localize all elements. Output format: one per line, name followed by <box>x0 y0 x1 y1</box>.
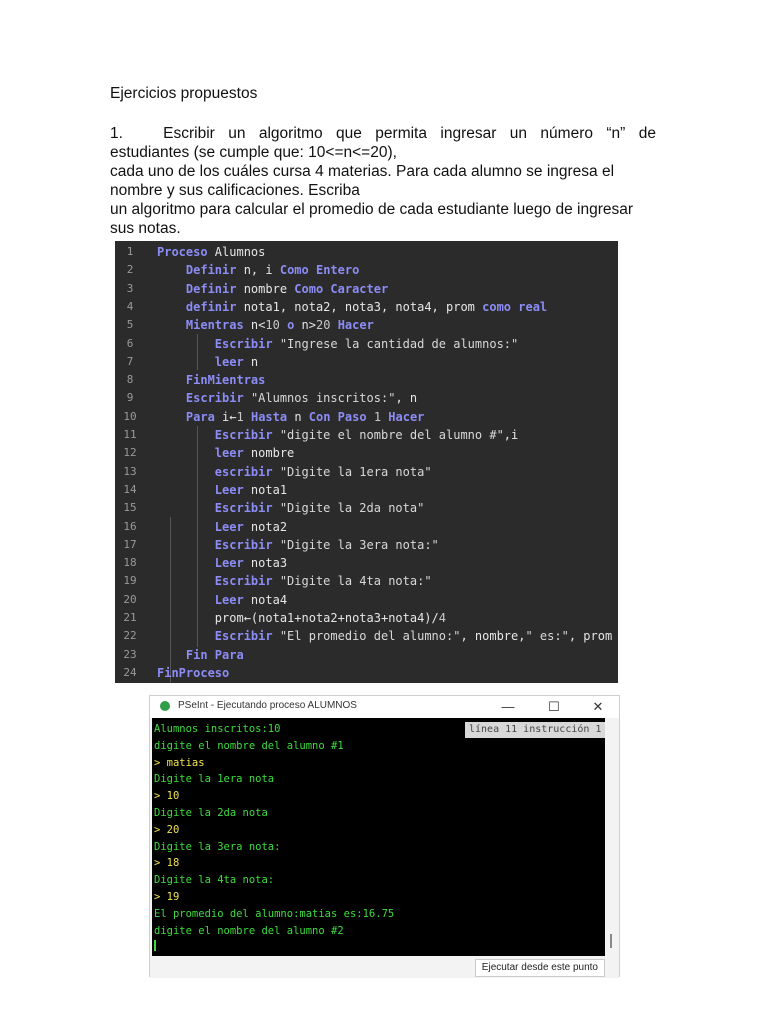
code-token <box>273 629 280 643</box>
line-number: 11 <box>123 428 137 441</box>
code-string: "Digite la 1era nota" <box>279 464 432 479</box>
code-token <box>157 373 186 387</box>
code-token: n> <box>294 318 316 333</box>
code-token: nombre <box>243 446 295 461</box>
code-token <box>157 574 215 588</box>
console-output-line: Digite la 1era nota <box>154 773 275 786</box>
console-output-line: digite el nombre del alumno #2 <box>154 924 344 937</box>
code-token <box>157 648 186 662</box>
code-keyword: Hacer <box>337 318 374 333</box>
line-number: 3 <box>126 281 134 295</box>
code-token <box>157 465 215 479</box>
code-keyword: o <box>287 318 295 333</box>
console-output[interactable] <box>152 718 605 956</box>
code-token: nombre <box>236 281 295 296</box>
code-string: "digite el nombre del alumno #" <box>279 428 504 442</box>
code-token <box>273 501 280 515</box>
code-keyword: Leer <box>214 592 244 607</box>
code-token: Alumnos <box>207 245 266 259</box>
code-keyword: Para <box>185 409 215 424</box>
code-keyword: leer <box>214 446 244 461</box>
code-text <box>157 426 518 444</box>
code-token: nota4 <box>243 592 288 607</box>
minimize-button[interactable]: — <box>501 699 515 714</box>
code-token <box>157 538 215 552</box>
code-keyword: Como Caracter <box>294 281 389 296</box>
code-editor-screenshot <box>115 241 618 683</box>
code-number: 20 <box>316 318 331 333</box>
section-heading: Ejercicios propuestos <box>110 85 258 102</box>
console-output-line: El promedio del alumno:matias es:16.75 <box>154 907 395 920</box>
code-line <box>115 646 618 664</box>
code-token <box>244 410 251 424</box>
paragraph-line: un algoritmo para calcular el promedio de cada estudiante luego de ingresar <box>110 201 634 218</box>
code-text <box>157 609 446 627</box>
code-keyword: Escribir <box>214 501 273 516</box>
code-text <box>157 591 287 609</box>
console-input-line: > 18 <box>154 857 180 870</box>
code-keyword: Escribir <box>185 391 244 406</box>
code-line <box>115 609 618 627</box>
line-number: 9 <box>126 391 134 405</box>
code-token <box>280 318 287 332</box>
code-keyword: Escribir <box>214 574 273 589</box>
code-token: , prom <box>568 629 613 644</box>
code-text <box>157 280 388 298</box>
code-text <box>157 481 287 499</box>
code-text <box>157 335 518 353</box>
line-number: 16 <box>123 519 137 533</box>
code-line <box>115 444 618 462</box>
code-token: , nombre, <box>460 629 526 644</box>
code-text <box>157 389 417 407</box>
code-line <box>115 499 618 517</box>
code-token: nota3 <box>243 556 288 571</box>
title-bar <box>150 696 619 718</box>
console-input-line: > 10 <box>154 790 180 803</box>
code-keyword: FinMientras <box>185 373 266 388</box>
code-text <box>157 646 244 664</box>
code-token: nota1, nota2, nota3, nota4, prom <box>236 299 483 314</box>
code-line <box>115 426 618 444</box>
code-text <box>157 664 229 682</box>
code-token <box>244 391 251 405</box>
code-token <box>157 410 186 424</box>
code-keyword: Hasta <box>250 409 288 424</box>
code-token <box>367 410 374 424</box>
code-text <box>157 371 265 389</box>
code-string: "Digite la 4ta nota:" <box>279 574 432 589</box>
line-number: 12 <box>123 446 137 460</box>
code-token <box>157 318 186 332</box>
run-from-here-button[interactable]: Ejecutar desde este punto <box>475 959 605 977</box>
code-token <box>157 300 186 314</box>
console-output-line: Digite la 4ta nota: <box>154 874 275 887</box>
code-token: prom←(nota1+nota2+nota3+nota4)/ <box>157 611 439 625</box>
code-text <box>157 499 424 517</box>
code-keyword: Leer <box>214 556 244 571</box>
code-token <box>273 337 280 351</box>
code-line <box>115 591 618 609</box>
code-line <box>115 316 618 334</box>
console-input-line: > 20 <box>154 823 180 836</box>
code-keyword: Escribir <box>214 537 273 552</box>
code-line <box>115 389 618 407</box>
code-keyword: como real <box>482 299 548 314</box>
code-text <box>157 627 612 645</box>
paragraph-line: sus notas. <box>110 220 181 237</box>
code-token: , n <box>395 391 418 406</box>
code-keyword: Como Entero <box>279 263 360 278</box>
code-text <box>157 572 432 590</box>
code-text <box>157 316 374 334</box>
code-token <box>157 483 215 497</box>
code-token <box>273 574 280 588</box>
code-token <box>273 428 280 442</box>
code-line <box>115 335 618 353</box>
code-line <box>115 463 618 481</box>
code-token: nota2 <box>243 519 288 534</box>
console-output-line: Alumnos inscritos:10 <box>154 723 281 735</box>
code-line <box>115 298 618 316</box>
code-text <box>157 554 287 572</box>
code-text <box>157 261 359 279</box>
console-input-line: > 19 <box>154 891 180 903</box>
code-line <box>115 536 618 554</box>
code-token <box>157 520 215 534</box>
pseint-window <box>149 695 620 977</box>
code-line <box>115 518 618 536</box>
code-string: "Alumnos inscritos:" <box>250 391 396 406</box>
code-line <box>115 572 618 590</box>
code-string: " es:" <box>525 629 569 644</box>
code-text <box>157 444 294 462</box>
code-token <box>157 593 215 607</box>
document-body <box>110 84 656 238</box>
code-token <box>157 282 186 296</box>
code-token <box>157 391 186 405</box>
code-line <box>115 408 618 426</box>
line-number: 22 <box>123 629 137 643</box>
line-number: 5 <box>126 318 134 332</box>
line-number: 13 <box>123 464 137 478</box>
code-text <box>157 243 265 261</box>
code-token <box>157 556 215 570</box>
console-output-line: digite el nombre del alumno #1 <box>154 739 344 752</box>
code-text <box>157 298 547 316</box>
code-line <box>115 481 618 499</box>
line-number: 19 <box>123 574 137 588</box>
code-keyword: Leer <box>214 482 244 497</box>
code-number: 4 <box>438 611 446 625</box>
code-keyword: leer <box>214 354 244 369</box>
code-token <box>330 318 337 332</box>
code-token <box>157 263 186 277</box>
scrollbar-thumb[interactable] <box>610 934 612 948</box>
close-button[interactable]: ✕ <box>592 699 604 714</box>
code-line <box>115 627 618 645</box>
code-number: 1 <box>373 409 382 424</box>
code-line <box>115 261 618 279</box>
line-number: 18 <box>123 556 137 570</box>
maximize-button[interactable]: ☐ <box>548 699 560 714</box>
code-keyword: Leer <box>214 519 244 534</box>
line-number: 14 <box>123 482 137 496</box>
text-cursor <box>154 940 156 951</box>
paragraph-line: nombre y sus calificaciones. Escriba <box>110 182 360 199</box>
code-token: n< <box>243 318 266 333</box>
line-number: 23 <box>123 647 137 661</box>
code-keyword: Escribir <box>214 336 273 351</box>
line-number: 17 <box>123 537 137 551</box>
code-token <box>273 465 280 479</box>
code-token: ,i <box>503 428 519 442</box>
code-token <box>157 428 215 442</box>
line-number: 6 <box>126 336 134 350</box>
code-keyword: Fin Para <box>185 647 244 662</box>
line-number: 21 <box>123 611 137 624</box>
code-string: "El promedio del alumno:" <box>279 629 461 644</box>
window-title: PSeInt - Ejecutando proceso ALUMNOS <box>178 700 357 711</box>
code-token: n, i <box>236 263 280 278</box>
code-keyword: FinProceso <box>157 665 230 680</box>
code-line <box>115 280 618 298</box>
console-scrollbar[interactable] <box>605 718 619 956</box>
code-token <box>157 337 215 351</box>
code-keyword: Mientras <box>185 318 244 333</box>
code-token: n <box>287 409 309 424</box>
line-number: 1 <box>126 245 134 258</box>
code-number: 1 <box>236 409 244 424</box>
code-keyword: Escribir <box>214 428 273 442</box>
pseint-app-icon <box>160 701 170 711</box>
console-output-line: Digite la 3era nota: <box>154 840 281 853</box>
paragraph-line: estudiantes (se cumple que: 10<=n<=20), <box>110 144 397 161</box>
code-token: nota1 <box>243 482 288 497</box>
code-keyword: Definir <box>185 281 237 296</box>
line-number: 10 <box>123 409 137 423</box>
exercise-paragraph <box>110 124 656 238</box>
line-number: 15 <box>123 501 137 515</box>
code-token <box>157 629 215 643</box>
code-line <box>115 664 618 682</box>
code-keyword: definir <box>185 299 237 314</box>
code-keyword: Escribir <box>214 629 273 644</box>
code-string: "Digite la 2da nota" <box>279 501 425 516</box>
code-keyword: Hacer <box>388 409 425 424</box>
code-line <box>115 371 618 389</box>
paragraph-line: 1. Escribir un algoritmo que permita ingresar un número “n” de <box>110 125 656 142</box>
code-token: i← <box>214 409 237 424</box>
console-output-line: Digite la 2da nota <box>154 807 268 819</box>
code-token <box>157 355 215 369</box>
code-keyword: Proceso <box>157 245 208 259</box>
code-text <box>157 518 287 536</box>
bottom-bar <box>150 956 619 978</box>
code-line <box>115 353 618 371</box>
line-number: 20 <box>123 592 137 606</box>
code-text <box>157 353 258 371</box>
code-number: 10 <box>265 318 280 333</box>
code-line <box>115 554 618 572</box>
code-string: "Ingrese la cantidad de alumnos:" <box>279 336 519 351</box>
code-text <box>157 408 424 426</box>
code-token: n <box>243 354 259 369</box>
code-keyword: escribir <box>214 464 273 479</box>
code-token <box>157 446 215 460</box>
code-token <box>157 501 215 515</box>
code-text <box>157 536 439 554</box>
line-number: 24 <box>123 665 137 679</box>
code-token <box>273 538 280 552</box>
code-line <box>115 243 618 261</box>
line-number: 8 <box>126 373 134 387</box>
paragraph-line: cada uno de los cuáles cursa 4 materias. Para cada alumno se ingresa el <box>110 163 615 180</box>
code-keyword: Definir <box>185 263 237 278</box>
line-number: 7 <box>126 354 134 368</box>
line-number: 4 <box>126 299 134 313</box>
code-keyword: Con Paso <box>308 409 367 424</box>
execution-status: línea 11 instrucción 1 <box>465 722 605 738</box>
code-text <box>157 463 432 481</box>
code-string: "Digite la 3era nota:" <box>279 537 439 552</box>
console-input-line: > matias <box>154 756 205 769</box>
line-number: 2 <box>126 263 134 277</box>
